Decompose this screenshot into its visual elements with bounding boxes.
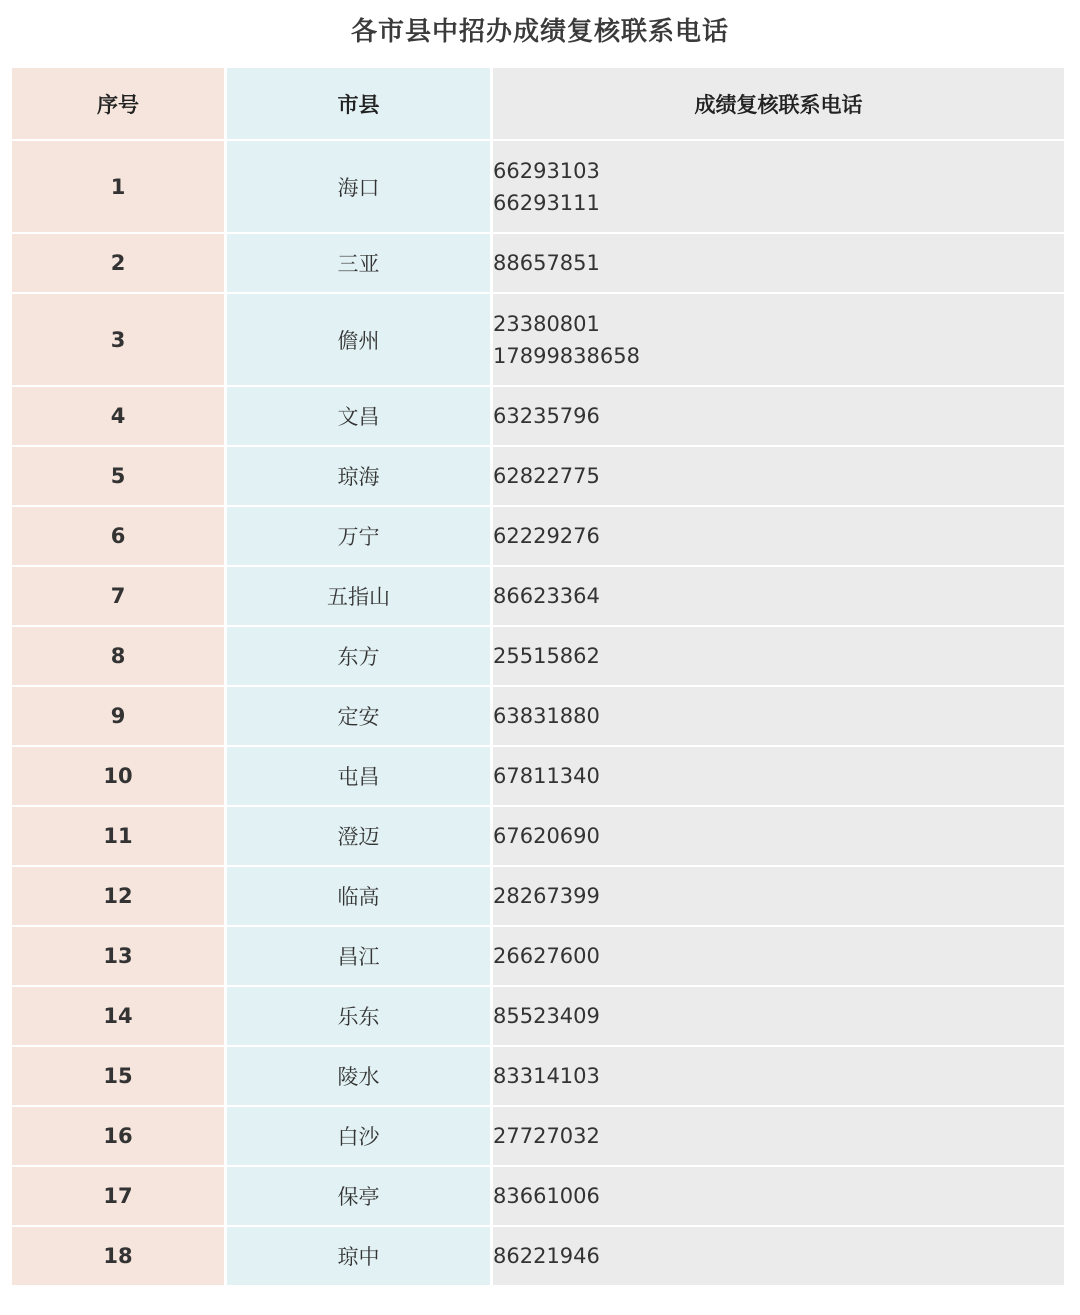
cell-city: 东方 — [224, 627, 490, 687]
cell-seq: 17 — [12, 1167, 224, 1227]
cell-city: 保亭 — [224, 1167, 490, 1227]
cell-phone — [490, 747, 1064, 807]
cell-seq: 11 — [12, 807, 224, 867]
cell-seq: 2 — [12, 234, 224, 294]
header-phone: 成绩复核联系电话 — [490, 68, 1064, 141]
phone-number: 67811340 — [493, 764, 600, 788]
phone-number: 62822775 — [493, 464, 600, 488]
cell-seq: 14 — [12, 987, 224, 1047]
phone-number: 86623364 — [493, 584, 600, 608]
table-row — [12, 987, 1064, 1047]
table-row — [12, 747, 1064, 807]
contact-table — [12, 68, 1064, 1287]
cell-city: 临高 — [224, 867, 490, 927]
phone-number: 28267399 — [493, 884, 600, 908]
table-row — [12, 447, 1064, 507]
cell-phone — [490, 987, 1064, 1047]
cell-seq: 15 — [12, 1047, 224, 1107]
table-row — [12, 867, 1064, 927]
cell-phone — [490, 1227, 1064, 1287]
cell-seq: 5 — [12, 447, 224, 507]
header-city: 市县 — [224, 68, 490, 141]
cell-phone — [490, 687, 1064, 747]
cell-phone — [490, 507, 1064, 567]
phone-number: 66293103 — [493, 158, 600, 183]
table-row — [12, 1227, 1064, 1287]
phone-number: 17899838658 — [493, 343, 640, 368]
table-body — [12, 141, 1064, 1287]
cell-city: 三亚 — [224, 234, 490, 294]
cell-phone — [490, 1107, 1064, 1167]
cell-city: 五指山 — [224, 567, 490, 627]
phone-number: 27727032 — [493, 1124, 600, 1148]
cell-seq: 7 — [12, 567, 224, 627]
cell-city: 昌江 — [224, 927, 490, 987]
cell-seq: 3 — [12, 294, 224, 387]
phone-number: 25515862 — [493, 644, 600, 668]
cell-phone — [490, 927, 1064, 987]
cell-phone — [490, 234, 1064, 294]
cell-city: 万宁 — [224, 507, 490, 567]
cell-phone — [490, 141, 1064, 234]
table-row — [12, 807, 1064, 867]
phone-number: 26627600 — [493, 944, 600, 968]
phone-number: 83661006 — [493, 1184, 600, 1208]
cell-seq: 12 — [12, 867, 224, 927]
table-header-row — [12, 68, 1064, 141]
phone-number: 67620690 — [493, 824, 600, 848]
table-row — [12, 141, 1064, 234]
cell-city: 儋州 — [224, 294, 490, 387]
cell-phone — [490, 627, 1064, 687]
phone-number: 63831880 — [493, 704, 600, 728]
cell-seq: 1 — [12, 141, 224, 234]
table-row — [12, 294, 1064, 387]
cell-city: 文昌 — [224, 387, 490, 447]
table-row — [12, 627, 1064, 687]
cell-seq: 18 — [12, 1227, 224, 1287]
cell-seq: 16 — [12, 1107, 224, 1167]
cell-seq: 9 — [12, 687, 224, 747]
cell-city: 海口 — [224, 141, 490, 234]
table-row — [12, 1047, 1064, 1107]
table-row — [12, 927, 1064, 987]
cell-phone — [490, 294, 1064, 387]
table-row — [12, 1107, 1064, 1167]
phone-number: 88657851 — [493, 251, 600, 275]
phone-number: 63235796 — [493, 404, 600, 428]
phone-number: 85523409 — [493, 1004, 600, 1028]
cell-city: 琼中 — [224, 1227, 490, 1287]
table-row — [12, 387, 1064, 447]
header-seq: 序号 — [12, 68, 224, 141]
table-row — [12, 234, 1064, 294]
phone-number: 86221946 — [493, 1244, 600, 1268]
table-row — [12, 507, 1064, 567]
cell-seq: 6 — [12, 507, 224, 567]
cell-phone — [490, 387, 1064, 447]
cell-city: 定安 — [224, 687, 490, 747]
cell-city: 澄迈 — [224, 807, 490, 867]
cell-phone — [490, 1167, 1064, 1227]
cell-phone — [490, 867, 1064, 927]
cell-seq: 4 — [12, 387, 224, 447]
cell-city: 白沙 — [224, 1107, 490, 1167]
phone-number: 66293111 — [493, 190, 600, 215]
phone-number: 83314103 — [493, 1064, 600, 1088]
cell-phone — [490, 447, 1064, 507]
page-title: 各市县中招办成绩复核联系电话 — [350, 17, 729, 47]
cell-phone — [490, 1047, 1064, 1107]
cell-city: 陵水 — [224, 1047, 490, 1107]
phone-number: 23380801 — [493, 311, 600, 336]
cell-seq: 13 — [12, 927, 224, 987]
table-row — [12, 567, 1064, 627]
table-row — [12, 687, 1064, 747]
cell-phone — [490, 567, 1064, 627]
cell-city: 屯昌 — [224, 747, 490, 807]
phone-number: 62229276 — [493, 524, 600, 548]
cell-city: 乐东 — [224, 987, 490, 1047]
cell-city: 琼海 — [224, 447, 490, 507]
table-row — [12, 1167, 1064, 1227]
cell-seq: 10 — [12, 747, 224, 807]
cell-seq: 8 — [12, 627, 224, 687]
cell-phone — [490, 807, 1064, 867]
